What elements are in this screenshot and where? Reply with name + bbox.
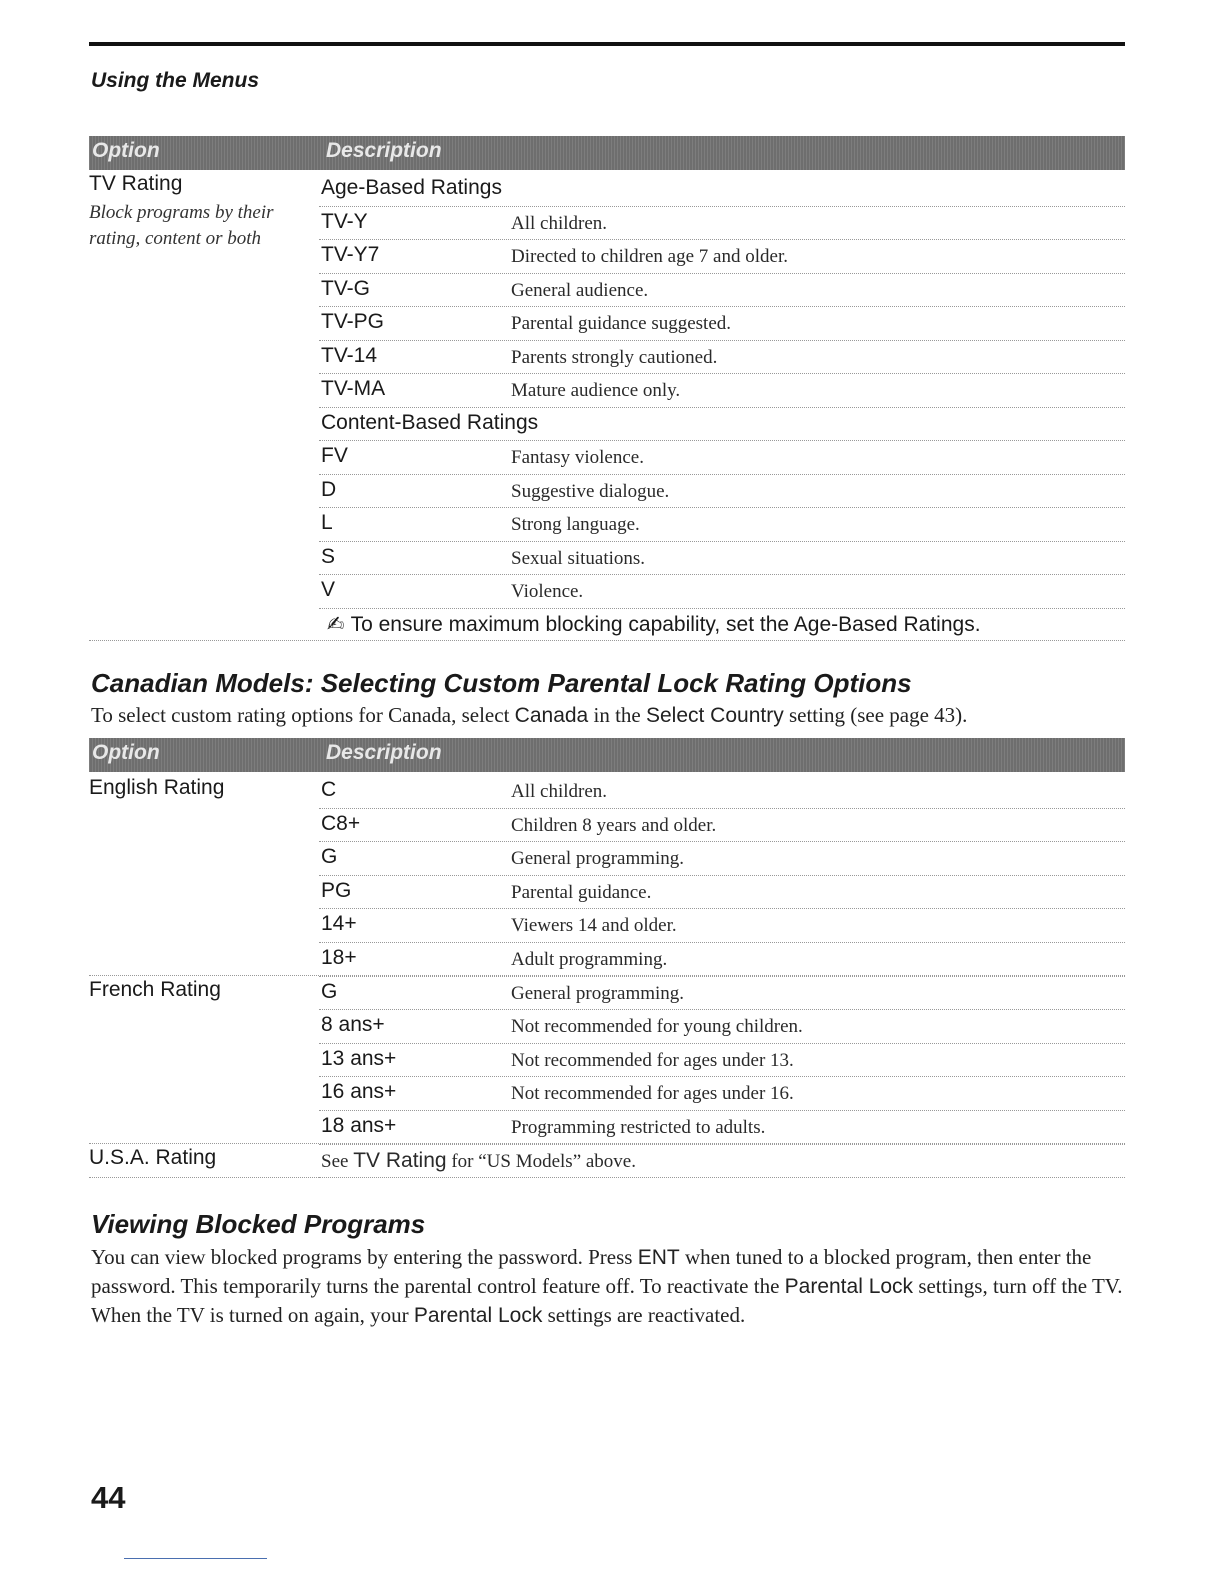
section-title-viewing: Viewing Blocked Programs: [91, 1209, 426, 1239]
top-rule: [89, 42, 1125, 46]
desc-text: See: [321, 1150, 354, 1172]
para-text: settings, turn off the TV. When the TV is turned on again, your: [91, 1274, 1123, 1327]
rating-code: TV-Y: [321, 209, 368, 233]
para-text: settings are reactivated.: [542, 1303, 746, 1327]
ui-tv-rating: TV Rating: [353, 1148, 447, 1172]
rating-code: L: [321, 511, 333, 534]
rating-code: TV-G: [321, 276, 371, 300]
rating-description: Directed to children age 7 and older.: [511, 246, 788, 267]
rating-row: [319, 574, 1125, 609]
rating-description: Programming restricted to adults.: [511, 1117, 766, 1138]
intro-text: setting (see page 43).: [783, 703, 968, 727]
rating-row: [319, 440, 1125, 475]
ui-parental-lock: Parental Lock: [413, 1304, 543, 1327]
rating-row: [319, 239, 1125, 274]
rating-group-heading: [319, 407, 1125, 442]
rating-code: TV-MA: [321, 377, 386, 400]
table-header: [89, 136, 1125, 170]
section-title-canadian: Canadian Models: Selecting Custom Parental Lock Rating Options: [91, 668, 912, 698]
rating-row: [319, 841, 1125, 876]
rating-row: [319, 1110, 1125, 1145]
para-text: You can view blocked programs by entering the password. Press: [91, 1245, 638, 1269]
rating-code: 14+: [321, 912, 357, 936]
rating-description: All children.: [511, 781, 608, 802]
option-label: U.S.A. Rating: [89, 1145, 217, 1169]
rating-row: [319, 1144, 1125, 1179]
rating-row: [319, 340, 1125, 375]
viewing-paragraph: [91, 1243, 1131, 1330]
rating-code: G: [321, 845, 338, 869]
rating-row: [319, 774, 1125, 809]
rating-row: [319, 908, 1125, 943]
note-text: To ensure maximum blocking capability, set the Age-Based Ratings.: [350, 612, 981, 636]
rating-description: Fantasy violence.: [511, 447, 644, 468]
note-row: [319, 608, 1125, 642]
rating-row: [319, 273, 1125, 308]
option-cell: [89, 172, 309, 252]
rating-description: Adult programming.: [511, 949, 668, 970]
rating-code: 18+: [321, 946, 357, 969]
rating-code: G: [321, 979, 338, 1003]
rating-code: V: [321, 578, 336, 601]
rating-description: Parental guidance.: [511, 881, 652, 903]
rating-row: [319, 507, 1125, 542]
rating-code: 18 ans+: [321, 1114, 397, 1137]
rating-group-heading: [319, 172, 1125, 207]
header-option: Option: [92, 741, 160, 764]
rating-code: D: [321, 477, 337, 501]
intro-text: in the: [588, 703, 646, 727]
rating-row: [319, 373, 1125, 408]
intro-ui-canada: Canada: [514, 704, 589, 727]
intro-text: To select custom rating options for Canada, select: [91, 703, 515, 727]
canadian-rating-table: [89, 738, 1125, 1172]
tv-rating-table: [89, 136, 1125, 636]
rating-description: Sexual situations.: [511, 547, 646, 569]
rating-description: Mature audience only.: [511, 380, 681, 401]
rating-description: Not recommended for young children.: [511, 1016, 803, 1038]
rating-description: All children.: [511, 212, 608, 234]
rating-description: Not recommended for ages under 16.: [511, 1083, 794, 1105]
note-icon: ✍: [327, 612, 345, 636]
rating-row: [319, 306, 1125, 341]
rating-row: [319, 1076, 1125, 1111]
bottom-rule: [124, 1558, 267, 1559]
rating-description: [321, 1149, 636, 1173]
rating-code: S: [321, 544, 336, 568]
option-label: French Rating: [89, 977, 221, 1001]
intro-ui-select-country: Select Country: [645, 704, 784, 727]
page-number: 44: [91, 1480, 126, 1515]
rating-row: [319, 942, 1125, 977]
rating-description: Violence.: [511, 581, 584, 602]
rating-row: [319, 1043, 1125, 1078]
rating-description: General audience.: [511, 279, 649, 301]
rating-description: Children 8 years and older.: [511, 814, 717, 836]
group-heading: Age-Based Ratings: [321, 176, 502, 199]
ui-ent: ENT: [637, 1246, 680, 1269]
table-bottom-rule: [89, 640, 1125, 641]
rating-row: [319, 1009, 1125, 1044]
canadian-intro: [91, 701, 1131, 730]
rating-code: 8 ans+: [321, 1013, 385, 1037]
rating-description: Parental guidance suggested.: [511, 313, 732, 334]
desc-text: for “US Models” above.: [446, 1150, 636, 1172]
option-label: TV Rating: [89, 172, 183, 195]
option-subtitle: Block programs by their rating, content or both: [89, 202, 274, 249]
group-heading: Content-Based Ratings: [321, 410, 539, 434]
rating-description: Viewers 14 and older.: [511, 915, 677, 937]
rating-code: 13 ans+: [321, 1046, 397, 1070]
rating-description: Parents strongly cautioned.: [511, 346, 718, 368]
running-head: Using the Menus: [91, 69, 260, 92]
rating-row: [319, 206, 1125, 241]
rating-code: FV: [321, 444, 348, 467]
header-description: Description: [326, 741, 442, 764]
rating-description: General programming.: [511, 848, 685, 870]
ui-parental-lock: Parental Lock: [784, 1275, 914, 1298]
rating-description: Strong language.: [511, 514, 640, 535]
rating-row: [319, 474, 1125, 509]
option-label: English Rating: [89, 776, 225, 799]
rating-code: PG: [321, 878, 352, 902]
rating-code: TV-Y7: [321, 243, 380, 266]
rating-code: C: [321, 778, 337, 801]
rating-code: 16 ans+: [321, 1080, 397, 1104]
rating-row: [319, 541, 1125, 576]
table-header: [89, 738, 1125, 772]
rating-description: General programming.: [511, 982, 685, 1004]
rating-code: C8+: [321, 811, 361, 835]
header-option: Option: [92, 139, 160, 162]
rating-code: TV-14: [321, 343, 378, 367]
rating-row: [319, 875, 1125, 910]
rating-code: TV-PG: [321, 310, 385, 333]
rating-row: [319, 976, 1125, 1011]
table-bottom-rule: [89, 1177, 1125, 1178]
para-text: when tuned to a blocked program, then enter the password. This temporarily turns the parental control feature off. To reactivate the: [91, 1245, 1092, 1298]
rating-row: [319, 808, 1125, 843]
header-description: Description: [326, 139, 442, 162]
rating-description: Suggestive dialogue.: [511, 480, 670, 502]
rating-description: Not recommended for ages under 13.: [511, 1049, 794, 1071]
